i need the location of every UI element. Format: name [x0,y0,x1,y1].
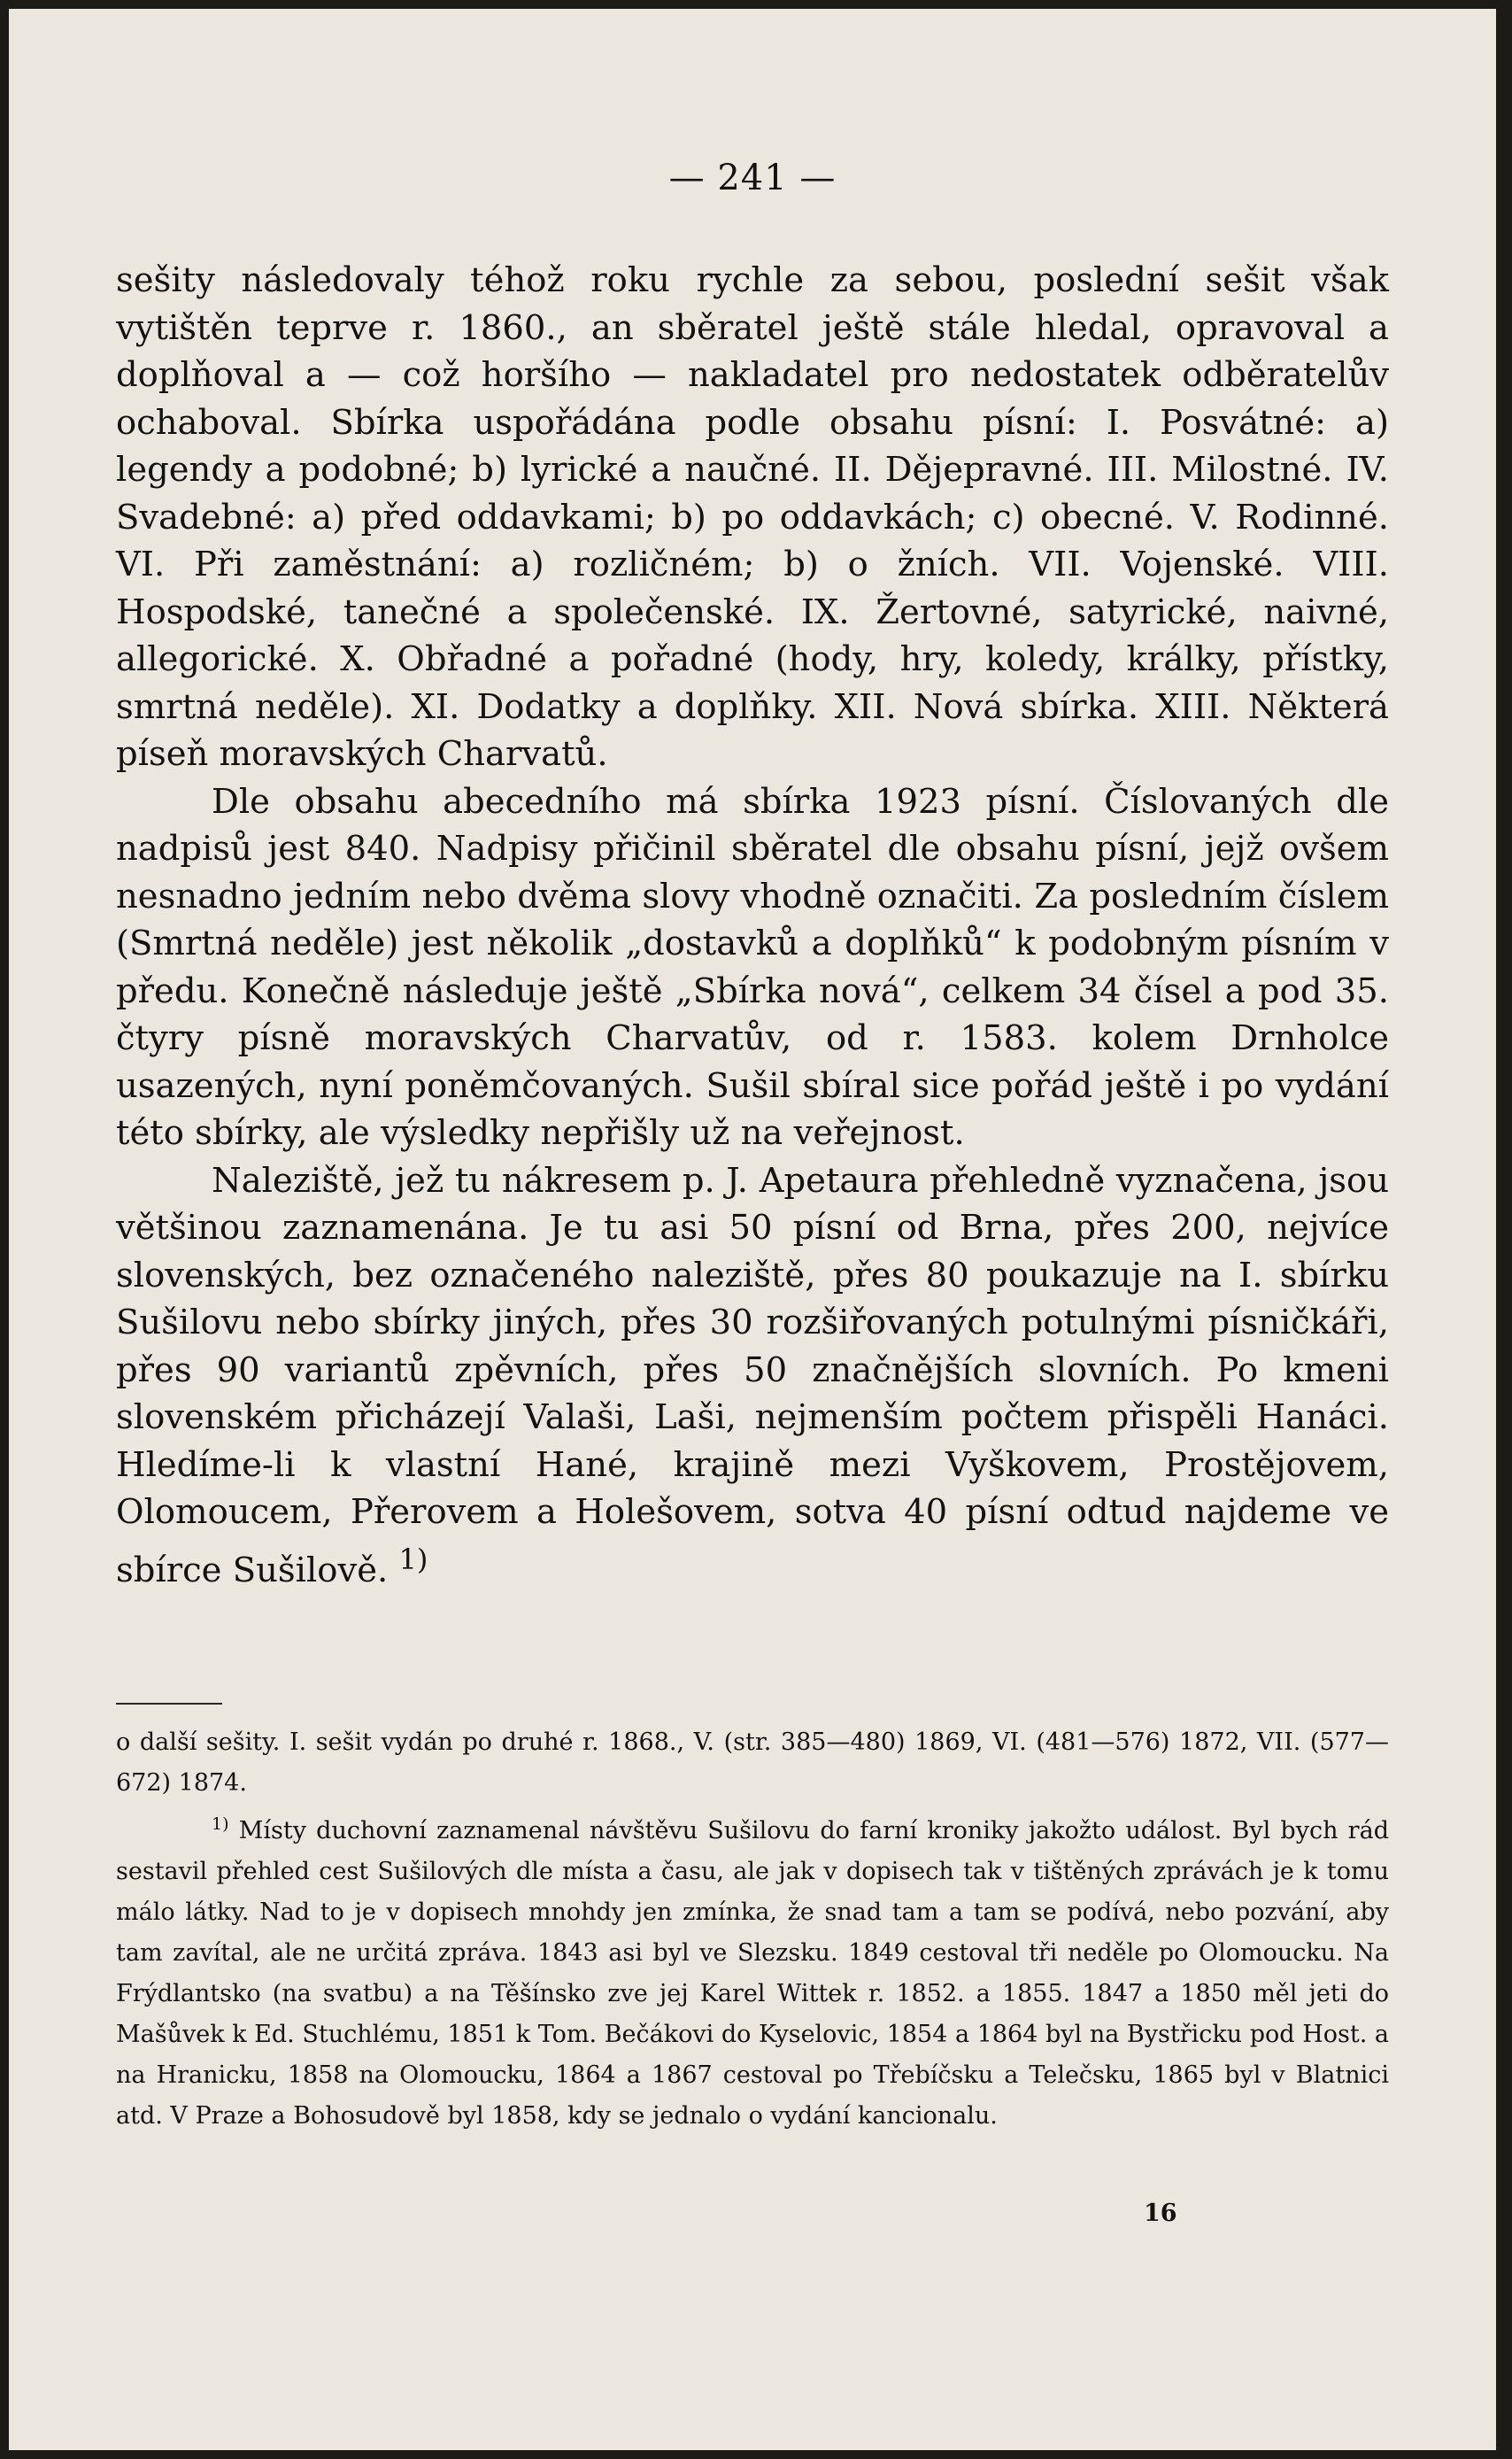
paragraph-naleziste [116,1157,1389,1594]
footnote-rule [116,1703,222,1705]
footnote-1 [116,1804,1389,2137]
sheet-signature: 16 [1144,2200,1177,2227]
footnote-reference: 1) [398,1542,428,1576]
footnote-continuation: o další sešity. I. sešit vydán po druhé r. 1868., V. (str. 385—480) 1869, VI. (481—576) 1872, VII. (577—672) 1874. [116,1728,1389,1797]
body-text [116,257,1389,1594]
paragraph-sbirka-contents: sešity následovaly téhož roku rychle za sebou, poslední sešit však vytištěn teprve r. 1860., an sběratel ještě stále hledal, opravoval a doplňoval a — což horšího — nakladatel pro nedostatek odběratelův ochaboval. Sbírka uspořádána podle obsahu písní: I. Posvátné: a) legendy a podobné; b) lyrické a naučné. II. Dějepravné. III. Milostné. IV. Svadebné: a) před oddavkami; b) po oddavkách; c) obecné. V. Rodinné. VI. Při zaměstnání: a) rozličném; b) o žních. VII. Vojenské. VIII. Hospodské, tanečné a společenské. IX. Žertovné, satyrické, naivné, allegorické. X. Obřadné a pořadné (hody, hry, koledy, králky, přístky, smrtná neděle). XI. Dodatky a doplňky. XII. Nová sbírka. XIII. Některá píseň moravských Charvatů. [116,260,1389,774]
footnote-1-text: Místy duchovní zaznamenal návštěvu Sušilovu do farní kroniky jakožto událost. Byl bych rád sestavil přehled cest Sušilových dle místa a času, ale jak v dopisech tak v tištěných zprávách je k tomu málo látky. Nad to je v dopisech mnohdy jen zmínka, že snad tam a tam se podívá, nebo pozvání, aby tam zavítal, ale ne určitá zpráva. 1843 asi byl ve Slezsku. 1849 cestoval tři neděle po Olomoucku. Na Frýdlantsko (na svatbu) a na Těšínsko zve jej Karel Wittek r. 1852. a 1855. 1847 a 1850 měl jeti do Mašůvek k Ed. Stuchlému, 1851 k Tom. Bečákovi do Kyselovic, 1854 a 1864 byl na Bystřicku pod Host. a na Hranicku, 1858 na Olomoucku, 1864 a 1867 cestoval po Třebíčsku a Telečsku, 1865 byl v Blatnici atd. V Praze a Bohosudově byl 1858, kdy se jednalo o vydání kancionalu. [116,1817,1389,2130]
document-page [9,9,1496,2450]
paragraph-naleziste-text: Naleziště, jež tu nákresem p. J. Apetaura přehledně vyznačena, jsou většinou zaznamenána. Je tu asi 50 písní od Brna, přes 200, nejvíce slovenských, bez označeného naleziště, přes 80 poukazuje na I. sbírku Sušilovu nebo sbírky jiných, přes 30 rozšiřovaných potulnými písničkáři, přes 90 variantů zpěvních, přes 50 značnějších slovních. Po kmeni slovenském přicházejí Valaši, Laši, nejmenším počtem přispěli Hanáci. Hledíme-li k vlastní Hané, krajině mezi Vyškovem, Prostějovem, Olomoucem, Přerovem a Holešovem, sotva 40 písní odtud najdeme ve sbírce Sušilově. [116,1160,1389,1590]
footnotes [116,1722,1389,2137]
page-number: — 241 — [668,158,837,198]
paragraph-abecedni-obsah: Dle obsahu abecedního má sbírka 1923 písní. Číslovaných dle nadpisů jest 840. Nadpisy přičinil sběratel dle obsahu písní, jejž ovšem nesnadno jedním nebo dvěma slovy vhodně označiti. Za posledním číslem (Smrtná neděle) jest několik „dostavků a doplňků“ k podobným písním v předu. Konečně následuje ještě „Sbírka nová“, celkem 34 čísel a pod 35. čtyry písně moravských Charvatův, od r. 1583. kolem Drnholce usazených, nyní poněmčovaných. Sušil sbíral sice pořád ještě i po vydání této sbírky, ale výsledky nepřišly už na veřejnost. [116,781,1389,1153]
footnote-marker: 1) [212,1814,229,1834]
